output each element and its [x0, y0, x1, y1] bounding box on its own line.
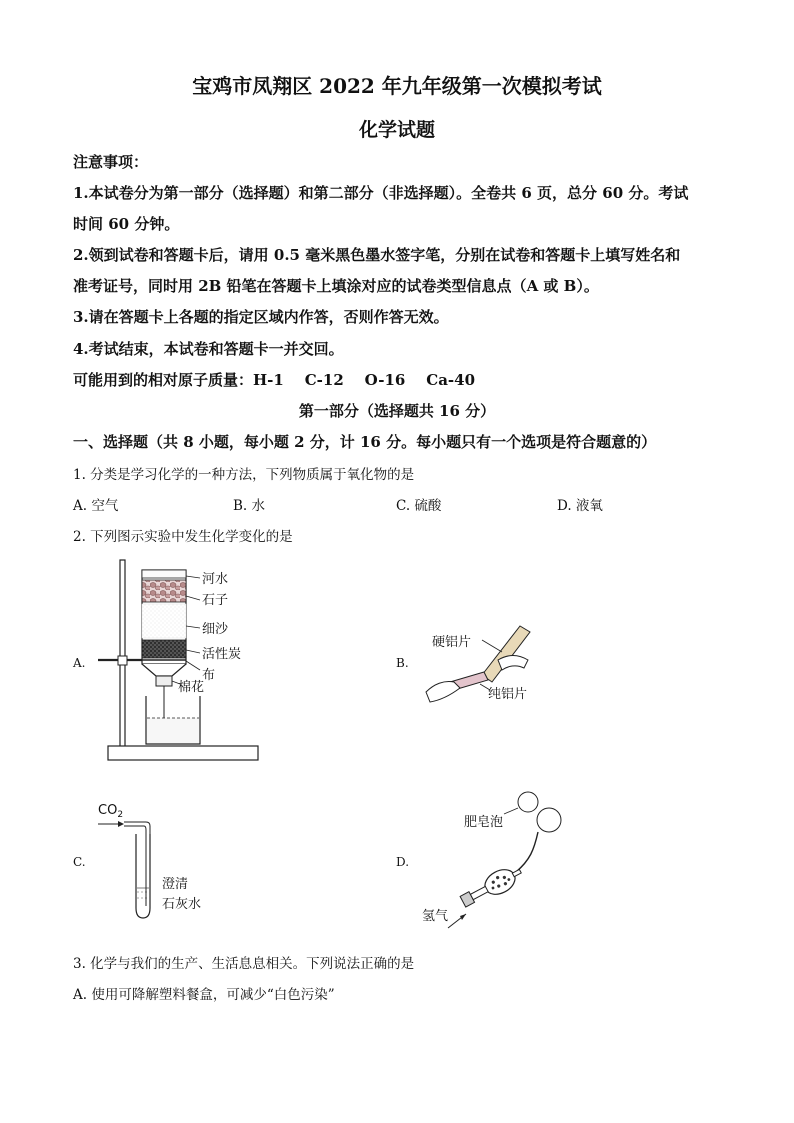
note-2-line-1: 2.领到试卷和答题卡后，请用 0.5 毫米黑色墨水签字笔，分别在试卷和答题卡上填写姓名和 — [73, 246, 681, 264]
delivery-tube-inner — [124, 826, 146, 906]
water-layer — [142, 570, 186, 578]
note-4: 4.考试结束，本试卷和答题卡一并交回。 — [73, 340, 344, 358]
label-cloth: 布 — [202, 668, 216, 683]
label-stones: 石子 — [202, 593, 229, 608]
part1-heading: 第一部分（选择题共 16 分） — [298, 402, 496, 420]
bottle-neck — [142, 664, 186, 676]
page-title: 宝鸡市凤翔区 2022 年九年级第一次模拟考试 — [192, 74, 602, 98]
stand-rod — [120, 560, 125, 748]
label-fine-sand: 细沙 — [202, 622, 229, 637]
question-2-label-c: C. — [73, 855, 86, 869]
label-pure-aluminum: 纯铝片 — [488, 687, 528, 702]
clamp-joint — [118, 656, 127, 665]
stem-tube — [470, 886, 488, 899]
question-1-option-d: D. 液氧 — [557, 498, 603, 514]
figure-a-water-filter — [90, 558, 260, 770]
small-soap-bubble — [518, 792, 538, 812]
question-1-option-c: C. 硫酸 — [396, 498, 442, 514]
drying-bulb — [481, 865, 520, 899]
cotton-plug — [156, 676, 172, 686]
question-1-option-b: B. 水 — [233, 498, 266, 514]
stand-base — [108, 746, 258, 760]
question-1-option-a: A. 空气 — [73, 498, 119, 514]
beaker-water — [147, 718, 199, 743]
question-1-stem: 1. 分类是学习化学的一种方法，下列物质属于氧化物的是 — [73, 467, 415, 483]
figure-c-co2-limewater — [92, 796, 222, 926]
hard-aluminum-plate — [482, 626, 530, 682]
question-2-stem: 2. 下列图示实验中发生化学变化的是 — [73, 529, 293, 545]
question-2-label-d: D. — [396, 855, 410, 869]
question-3-option-a: A. 使用可降解塑料餐盒，可减少“白色污染” — [73, 987, 335, 1003]
section-heading: 一、选择题（共 8 小题，每小题 2 分，计 16 分。每小题只有一个选项是符合题意的） — [73, 433, 657, 451]
label-activated-carbon: 活性炭 — [202, 647, 242, 662]
label-co2: $CO_2$ — [98, 803, 124, 820]
right-hand — [498, 656, 528, 671]
large-soap-bubble — [537, 808, 561, 832]
bubble-tube — [516, 832, 538, 872]
label-soap-bubbles: 肥皂泡 — [464, 815, 504, 830]
question-3-stem: 3. 化学与我们的生产、生活息息相关。下列说法正确的是 — [73, 956, 415, 972]
sand-layer — [142, 604, 186, 638]
label-limewater-line1: 澄清 — [162, 877, 189, 892]
left-hand — [426, 681, 460, 702]
test-tube — [136, 834, 150, 918]
atomic-mass-line: 可能用到的相对原子质量：H-1 C-12 O-16 Ca-40 — [73, 371, 476, 389]
label-hydrogen: 氢气 — [422, 909, 449, 924]
label-hard-aluminum: 硬铝片 — [432, 635, 472, 650]
carbon-layer — [142, 640, 186, 658]
note-3: 3.请在答题卡上各题的指定区域内作答，否则作答无效。 — [73, 308, 449, 326]
question-2-label-a: A. — [73, 656, 86, 670]
figure-d-hydrogen-bubbles — [420, 790, 580, 938]
note-2-line-2: 准考证号，同时用 2B 铅笔在答题卡上填涂对应的试卷类型信息点（A 或 B）。 — [73, 277, 599, 295]
label-river-water: 河水 — [202, 572, 229, 587]
note-1-line-1: 1.本试卷分为第一部分（选择题）和第二部分（非选择题）。全卷共 6 页，总分 60 分。考试 — [73, 184, 689, 202]
label-limewater-line2: 石灰水 — [162, 897, 202, 912]
figure-b-aluminum-plates — [420, 620, 550, 710]
question-2-label-b: B. — [396, 656, 409, 670]
page-subtitle: 化学试题 — [358, 119, 435, 141]
label-cotton: 棉花 — [178, 680, 205, 695]
notes-heading: 注意事项： — [73, 153, 149, 171]
stones-layer — [142, 580, 186, 602]
note-1-line-2: 时间 60 分钟。 — [73, 215, 180, 233]
